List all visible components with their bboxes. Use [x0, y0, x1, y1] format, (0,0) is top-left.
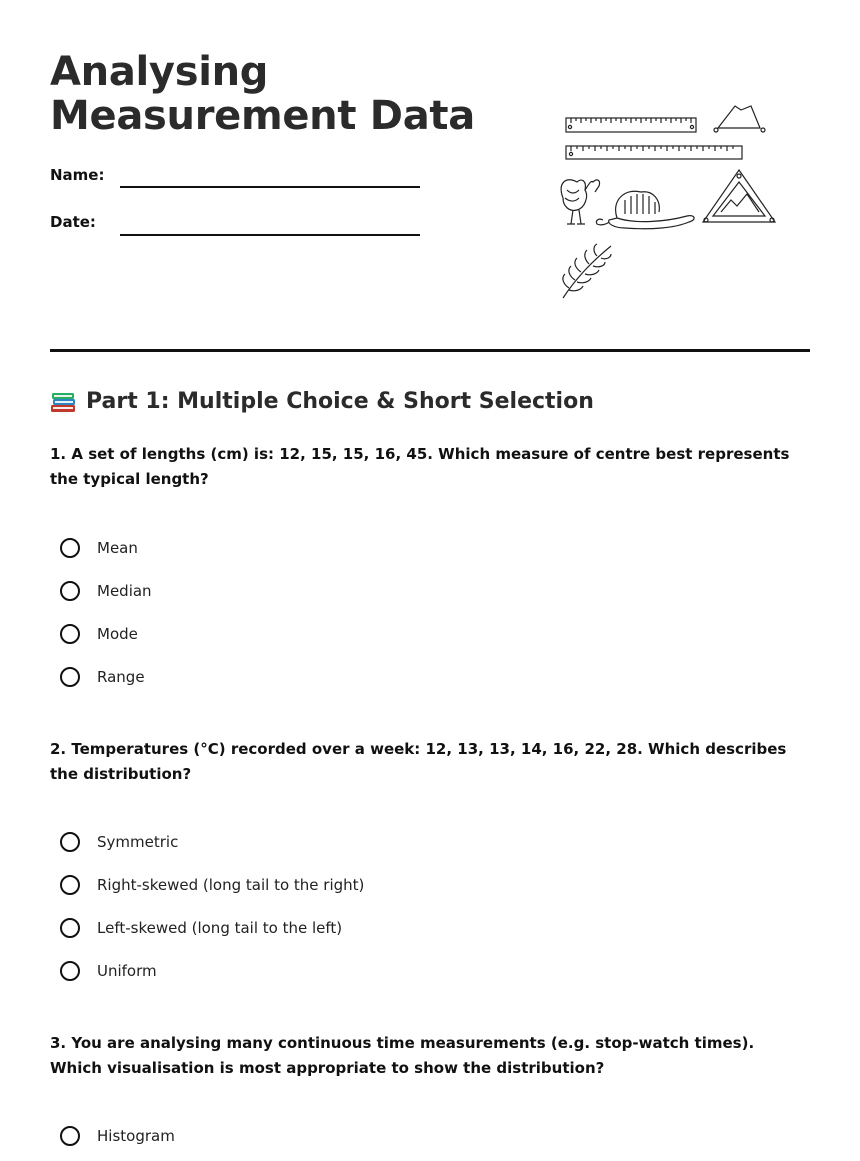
question-2-option-left-skewed[interactable]	[60, 915, 342, 941]
question-2-option-symmetric[interactable]	[60, 829, 178, 855]
question-1-text: 1. A set of lengths (cm) is: 12, 15, 15, 16, 45. Which measure of centre best represents the typical length?	[50, 445, 790, 488]
radio-button[interactable]	[60, 875, 80, 895]
question-2-option-right-skewed[interactable]	[60, 872, 364, 898]
question-1-option-mean[interactable]	[60, 535, 138, 561]
radio-button[interactable]	[60, 667, 80, 687]
radio-button[interactable]	[60, 832, 80, 852]
radio-button[interactable]	[60, 538, 80, 558]
question-1-option-range[interactable]	[60, 664, 145, 690]
section-title: Part 1: Multiple Choice & Short Selection	[86, 389, 594, 414]
option-label: Right-skewed (long tail to the right)	[97, 876, 365, 894]
option-label: Histogram	[97, 1127, 175, 1145]
question-2-text: 2. Temperatures (°C) recorded over a week: 12, 13, 13, 14, 16, 22, 28. Which describes the distribution?	[50, 740, 787, 783]
triangle-frame-icon	[703, 170, 775, 222]
question-1-option-mode[interactable]	[60, 621, 138, 647]
ruler-icon	[566, 146, 742, 159]
option-label: Median	[97, 582, 152, 600]
ruler-icon	[566, 118, 696, 132]
header-illustration	[555, 100, 795, 310]
name-label: Name:	[50, 166, 105, 184]
section-heading	[50, 389, 594, 414]
option-label: Uniform	[97, 962, 157, 980]
platypus-icon	[596, 191, 694, 229]
date-label: Date:	[50, 213, 96, 231]
books-icon	[50, 390, 76, 414]
section-divider	[50, 349, 810, 352]
option-label: Left-skewed (long tail to the left)	[97, 919, 343, 937]
question-2-option-uniform[interactable]	[60, 958, 157, 984]
radio-button[interactable]	[60, 1126, 80, 1146]
name-field[interactable]	[120, 186, 420, 188]
question-3-text: 3. You are analysing many continuous time measurements (e.g. stop-watch times). Which visualisation is most appropriate to show the distribution?	[50, 1034, 755, 1077]
date-field[interactable]	[120, 234, 420, 236]
radio-button[interactable]	[60, 581, 80, 601]
turkey-icon	[561, 180, 599, 224]
fern-icon	[563, 244, 611, 298]
radio-button[interactable]	[60, 624, 80, 644]
radio-button[interactable]	[60, 918, 80, 938]
question-1-option-median[interactable]	[60, 578, 152, 604]
question-3-option-histogram[interactable]	[60, 1123, 175, 1149]
option-label: Mean	[97, 539, 138, 557]
radio-button[interactable]	[60, 961, 80, 981]
option-label: Symmetric	[97, 833, 179, 851]
option-label: Range	[97, 668, 145, 686]
page-title: Analysing Measurement Data	[50, 49, 475, 139]
triangle-ruler-icon	[714, 106, 765, 132]
option-label: Mode	[97, 625, 138, 643]
